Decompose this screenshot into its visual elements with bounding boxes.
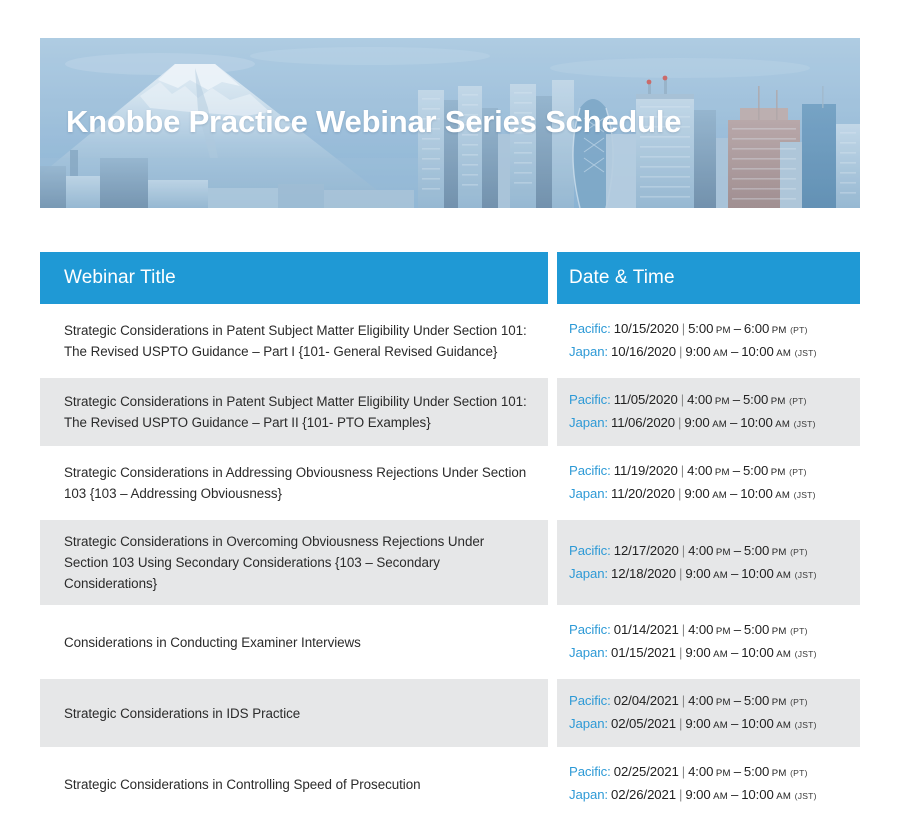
table-header-row	[40, 252, 860, 304]
webinar-title-cell	[40, 520, 548, 605]
pacific-start-meridiem: PM	[714, 467, 730, 478]
schedule-japan-line	[569, 341, 854, 364]
japan-end-meridiem: AM	[776, 649, 792, 660]
pacific-timezone: (PT)	[790, 325, 808, 335]
pacific-end-time: 5:00	[743, 764, 770, 779]
pacific-date: 11/05/2020	[613, 392, 678, 407]
japan-timezone: (JST)	[793, 490, 816, 500]
date-time-separator: |	[681, 622, 686, 637]
pacific-label: Pacific:	[569, 463, 611, 478]
column-gap	[548, 378, 557, 446]
japan-label: Japan:	[569, 716, 608, 731]
pacific-end-time: 5:00	[742, 463, 769, 478]
date-time-separator: |	[678, 415, 682, 430]
japan-end-meridiem: AM	[776, 791, 792, 802]
japan-date: 01/15/2021	[611, 645, 677, 660]
japan-label: Japan:	[569, 787, 608, 802]
pacific-end-meridiem: PM	[770, 467, 786, 478]
pacific-start-meridiem: PM	[715, 697, 731, 708]
japan-timezone: (JST)	[793, 419, 816, 429]
pacific-timezone: (PT)	[790, 768, 808, 778]
schedule-pacific-line	[569, 460, 854, 483]
pacific-end-time: 5:00	[743, 622, 770, 637]
pacific-end-time: 6:00	[743, 321, 770, 336]
date-time-separator: |	[679, 565, 683, 581]
column-gap	[548, 608, 557, 676]
page-title: Knobbe Practice Webinar Series Schedule	[66, 104, 682, 139]
webinar-title-cell	[40, 307, 548, 375]
date-time-cell	[557, 307, 860, 375]
table-row[interactable]	[40, 449, 860, 517]
japan-end-time: 10:00	[741, 565, 774, 581]
japan-timezone: (JST)	[794, 791, 817, 801]
japan-start-time: 9:00	[685, 716, 711, 731]
date-time-cell	[557, 449, 860, 517]
pacific-start-meridiem: PM	[715, 325, 731, 336]
pacific-label: Pacific:	[569, 764, 611, 779]
schedule-japan-line	[569, 642, 854, 665]
japan-end-time: 10:00	[740, 415, 773, 430]
pacific-start-meridiem: PM	[715, 768, 731, 779]
schedule-pacific-line	[569, 619, 854, 642]
pacific-start-meridiem: PM	[715, 626, 731, 637]
pacific-date: 10/15/2020	[613, 321, 679, 336]
table-row[interactable]	[40, 679, 860, 747]
japan-start-time: 9:00	[685, 787, 711, 802]
column-gap	[548, 252, 557, 304]
date-time-separator: |	[681, 542, 686, 558]
japan-start-meridiem: AM	[713, 720, 728, 731]
time-range-dash: –	[730, 565, 739, 581]
japan-start-time: 9:00	[684, 486, 710, 501]
date-time-separator: |	[679, 716, 683, 731]
japan-date: 02/05/2021	[611, 716, 677, 731]
time-range-dash: –	[730, 716, 739, 731]
japan-start-meridiem: AM	[712, 419, 727, 430]
schedule-japan-line	[569, 412, 854, 435]
schedule-japan-line	[569, 483, 854, 506]
date-time-separator: |	[680, 392, 685, 407]
pacific-start-time: 4:00	[687, 463, 713, 478]
column-gap	[548, 307, 557, 375]
webinar-title-text: Strategic Considerations in Patent Subject Matter Eligibility Under Section 101: The Revised USPTO Guidance – Part II {101- PTO Examples}	[64, 394, 527, 430]
webinar-title-cell	[40, 679, 548, 747]
pacific-timezone: (PT)	[789, 467, 807, 477]
date-time-cell	[557, 608, 860, 676]
pacific-start-time: 4:00	[688, 764, 714, 779]
table-row[interactable]	[40, 307, 860, 375]
pacific-end-meridiem: PM	[771, 546, 787, 558]
japan-start-meridiem: AM	[713, 791, 728, 802]
pacific-label: Pacific:	[569, 542, 611, 558]
pacific-start-time: 4:00	[688, 622, 714, 637]
pacific-end-time: 5:00	[743, 693, 770, 708]
japan-end-time: 10:00	[740, 486, 773, 501]
pacific-start-meridiem: PM	[715, 546, 731, 558]
japan-end-time: 10:00	[741, 787, 774, 802]
hero-banner	[40, 38, 860, 208]
table-body	[40, 307, 860, 818]
schedule-japan-line	[569, 784, 854, 807]
pacific-label: Pacific:	[569, 693, 611, 708]
japan-start-time: 9:00	[684, 415, 710, 430]
japan-start-meridiem: AM	[713, 569, 728, 581]
pacific-timezone: (PT)	[790, 546, 808, 557]
date-time-separator: |	[681, 764, 686, 779]
time-range-dash: –	[732, 463, 740, 478]
pacific-date: 12/17/2020	[613, 542, 679, 558]
webinar-title-text: Strategic Considerations in Patent Subject Matter Eligibility Under Section 101: The Revised USPTO Guidance – Part I {101- General Revised Guidance}	[64, 323, 527, 359]
webinar-title-cell	[40, 750, 548, 818]
webinar-title-text: Strategic Considerations in IDS Practice	[64, 705, 301, 721]
schedule-pacific-line	[569, 318, 854, 341]
japan-end-meridiem: AM	[776, 569, 792, 581]
pacific-start-time: 5:00	[688, 321, 714, 336]
pacific-start-time: 4:00	[688, 693, 714, 708]
date-time-separator: |	[678, 486, 682, 501]
column-header-label: Date & Time	[569, 267, 675, 288]
japan-start-time: 9:00	[685, 565, 711, 581]
japan-start-meridiem: AM	[713, 348, 728, 359]
date-time-separator: |	[681, 321, 686, 336]
japan-start-meridiem: AM	[713, 649, 728, 660]
table-row[interactable]	[40, 750, 860, 818]
time-range-dash: –	[730, 787, 739, 802]
column-header-label: Webinar Title	[64, 267, 176, 288]
japan-end-meridiem: AM	[775, 490, 791, 501]
date-time-separator: |	[679, 787, 683, 802]
schedule-japan-line	[569, 713, 854, 736]
webinar-schedule-table	[40, 252, 860, 821]
pacific-end-meridiem: PM	[771, 768, 787, 779]
schedule-pacific-line	[569, 761, 854, 784]
schedule-pacific-line	[569, 690, 854, 713]
japan-end-time: 10:00	[741, 716, 774, 731]
japan-date: 11/20/2020	[611, 486, 676, 501]
schedule-japan-line	[569, 563, 854, 586]
pacific-label: Pacific:	[569, 392, 611, 407]
pacific-date: 02/25/2021	[613, 764, 679, 779]
japan-start-meridiem: AM	[712, 490, 727, 501]
pacific-end-time: 5:00	[742, 392, 769, 407]
pacific-end-meridiem: PM	[770, 396, 786, 407]
date-time-separator: |	[679, 344, 683, 359]
pacific-end-meridiem: PM	[771, 626, 787, 637]
table-row[interactable]	[40, 520, 860, 605]
japan-timezone: (JST)	[794, 649, 817, 659]
pacific-timezone: (PT)	[790, 626, 808, 636]
date-time-cell	[557, 520, 860, 605]
time-range-dash: –	[730, 344, 739, 359]
time-range-dash: –	[733, 321, 741, 336]
date-time-separator: |	[679, 645, 683, 660]
japan-label: Japan:	[569, 645, 608, 660]
japan-start-time: 9:00	[685, 344, 711, 359]
japan-date: 02/26/2021	[611, 787, 677, 802]
pacific-date: 11/19/2020	[613, 463, 678, 478]
date-time-cell	[557, 378, 860, 446]
webinar-title-cell	[40, 608, 548, 676]
pacific-end-meridiem: PM	[771, 697, 787, 708]
time-range-dash: –	[729, 415, 738, 430]
japan-timezone: (JST)	[794, 569, 817, 580]
pacific-date: 02/04/2021	[613, 693, 679, 708]
webinar-title-text: Strategic Considerations in Overcoming Obviousness Rejections Under Section 103 Using Secondary Considerations {103 – Secondary Considerations}	[64, 534, 485, 591]
pacific-start-time: 4:00	[687, 392, 713, 407]
column-gap	[548, 520, 557, 605]
time-range-dash: –	[733, 542, 741, 558]
schedule-pacific-line	[569, 540, 854, 563]
time-range-dash: –	[733, 622, 741, 637]
japan-end-meridiem: AM	[775, 419, 791, 430]
pacific-start-time: 4:00	[688, 542, 714, 558]
pacific-end-time: 5:00	[743, 542, 770, 558]
japan-label: Japan:	[569, 415, 608, 430]
webinar-title-cell	[40, 378, 548, 446]
pacific-timezone: (PT)	[789, 396, 807, 406]
japan-end-time: 10:00	[741, 645, 774, 660]
column-gap	[548, 449, 557, 517]
time-range-dash: –	[732, 392, 740, 407]
column-header-date-time	[557, 252, 860, 304]
japan-timezone: (JST)	[794, 720, 817, 730]
japan-date: 11/06/2020	[611, 415, 676, 430]
pacific-label: Pacific:	[569, 622, 611, 637]
time-range-dash: –	[733, 764, 741, 779]
column-header-webinar-title	[40, 252, 548, 304]
japan-label: Japan:	[569, 486, 608, 501]
webinar-title-cell	[40, 449, 548, 517]
table-row[interactable]	[40, 378, 860, 446]
japan-end-time: 10:00	[741, 344, 774, 359]
date-time-separator: |	[681, 693, 686, 708]
column-gap	[548, 679, 557, 747]
pacific-timezone: (PT)	[790, 697, 808, 707]
webinar-title-text: Strategic Considerations in Controlling Speed of Prosecution	[64, 776, 421, 792]
webinar-title-text: Strategic Considerations in Addressing Obviousness Rejections Under Section 103 {103 – Addressing Obviousness}	[64, 465, 527, 501]
column-gap	[548, 750, 557, 818]
japan-end-meridiem: AM	[776, 348, 792, 359]
japan-date: 12/18/2020	[611, 565, 677, 581]
japan-label: Japan:	[569, 344, 608, 359]
pacific-date: 01/14/2021	[613, 622, 679, 637]
schedule-pacific-line	[569, 389, 854, 412]
date-time-cell	[557, 750, 860, 818]
date-time-cell	[557, 679, 860, 747]
pacific-label: Pacific:	[569, 321, 611, 336]
japan-start-time: 9:00	[685, 645, 711, 660]
japan-date: 10/16/2020	[611, 344, 677, 359]
time-range-dash: –	[729, 486, 738, 501]
webinar-title-text: Considerations in Conducting Examiner Interviews	[64, 634, 361, 650]
japan-end-meridiem: AM	[776, 720, 792, 731]
date-time-separator: |	[680, 463, 685, 478]
time-range-dash: –	[733, 693, 741, 708]
japan-label: Japan:	[569, 565, 608, 581]
pacific-start-meridiem: PM	[714, 396, 730, 407]
japan-timezone: (JST)	[794, 348, 817, 358]
pacific-end-meridiem: PM	[771, 325, 787, 336]
time-range-dash: –	[730, 645, 739, 660]
table-row[interactable]	[40, 608, 860, 676]
